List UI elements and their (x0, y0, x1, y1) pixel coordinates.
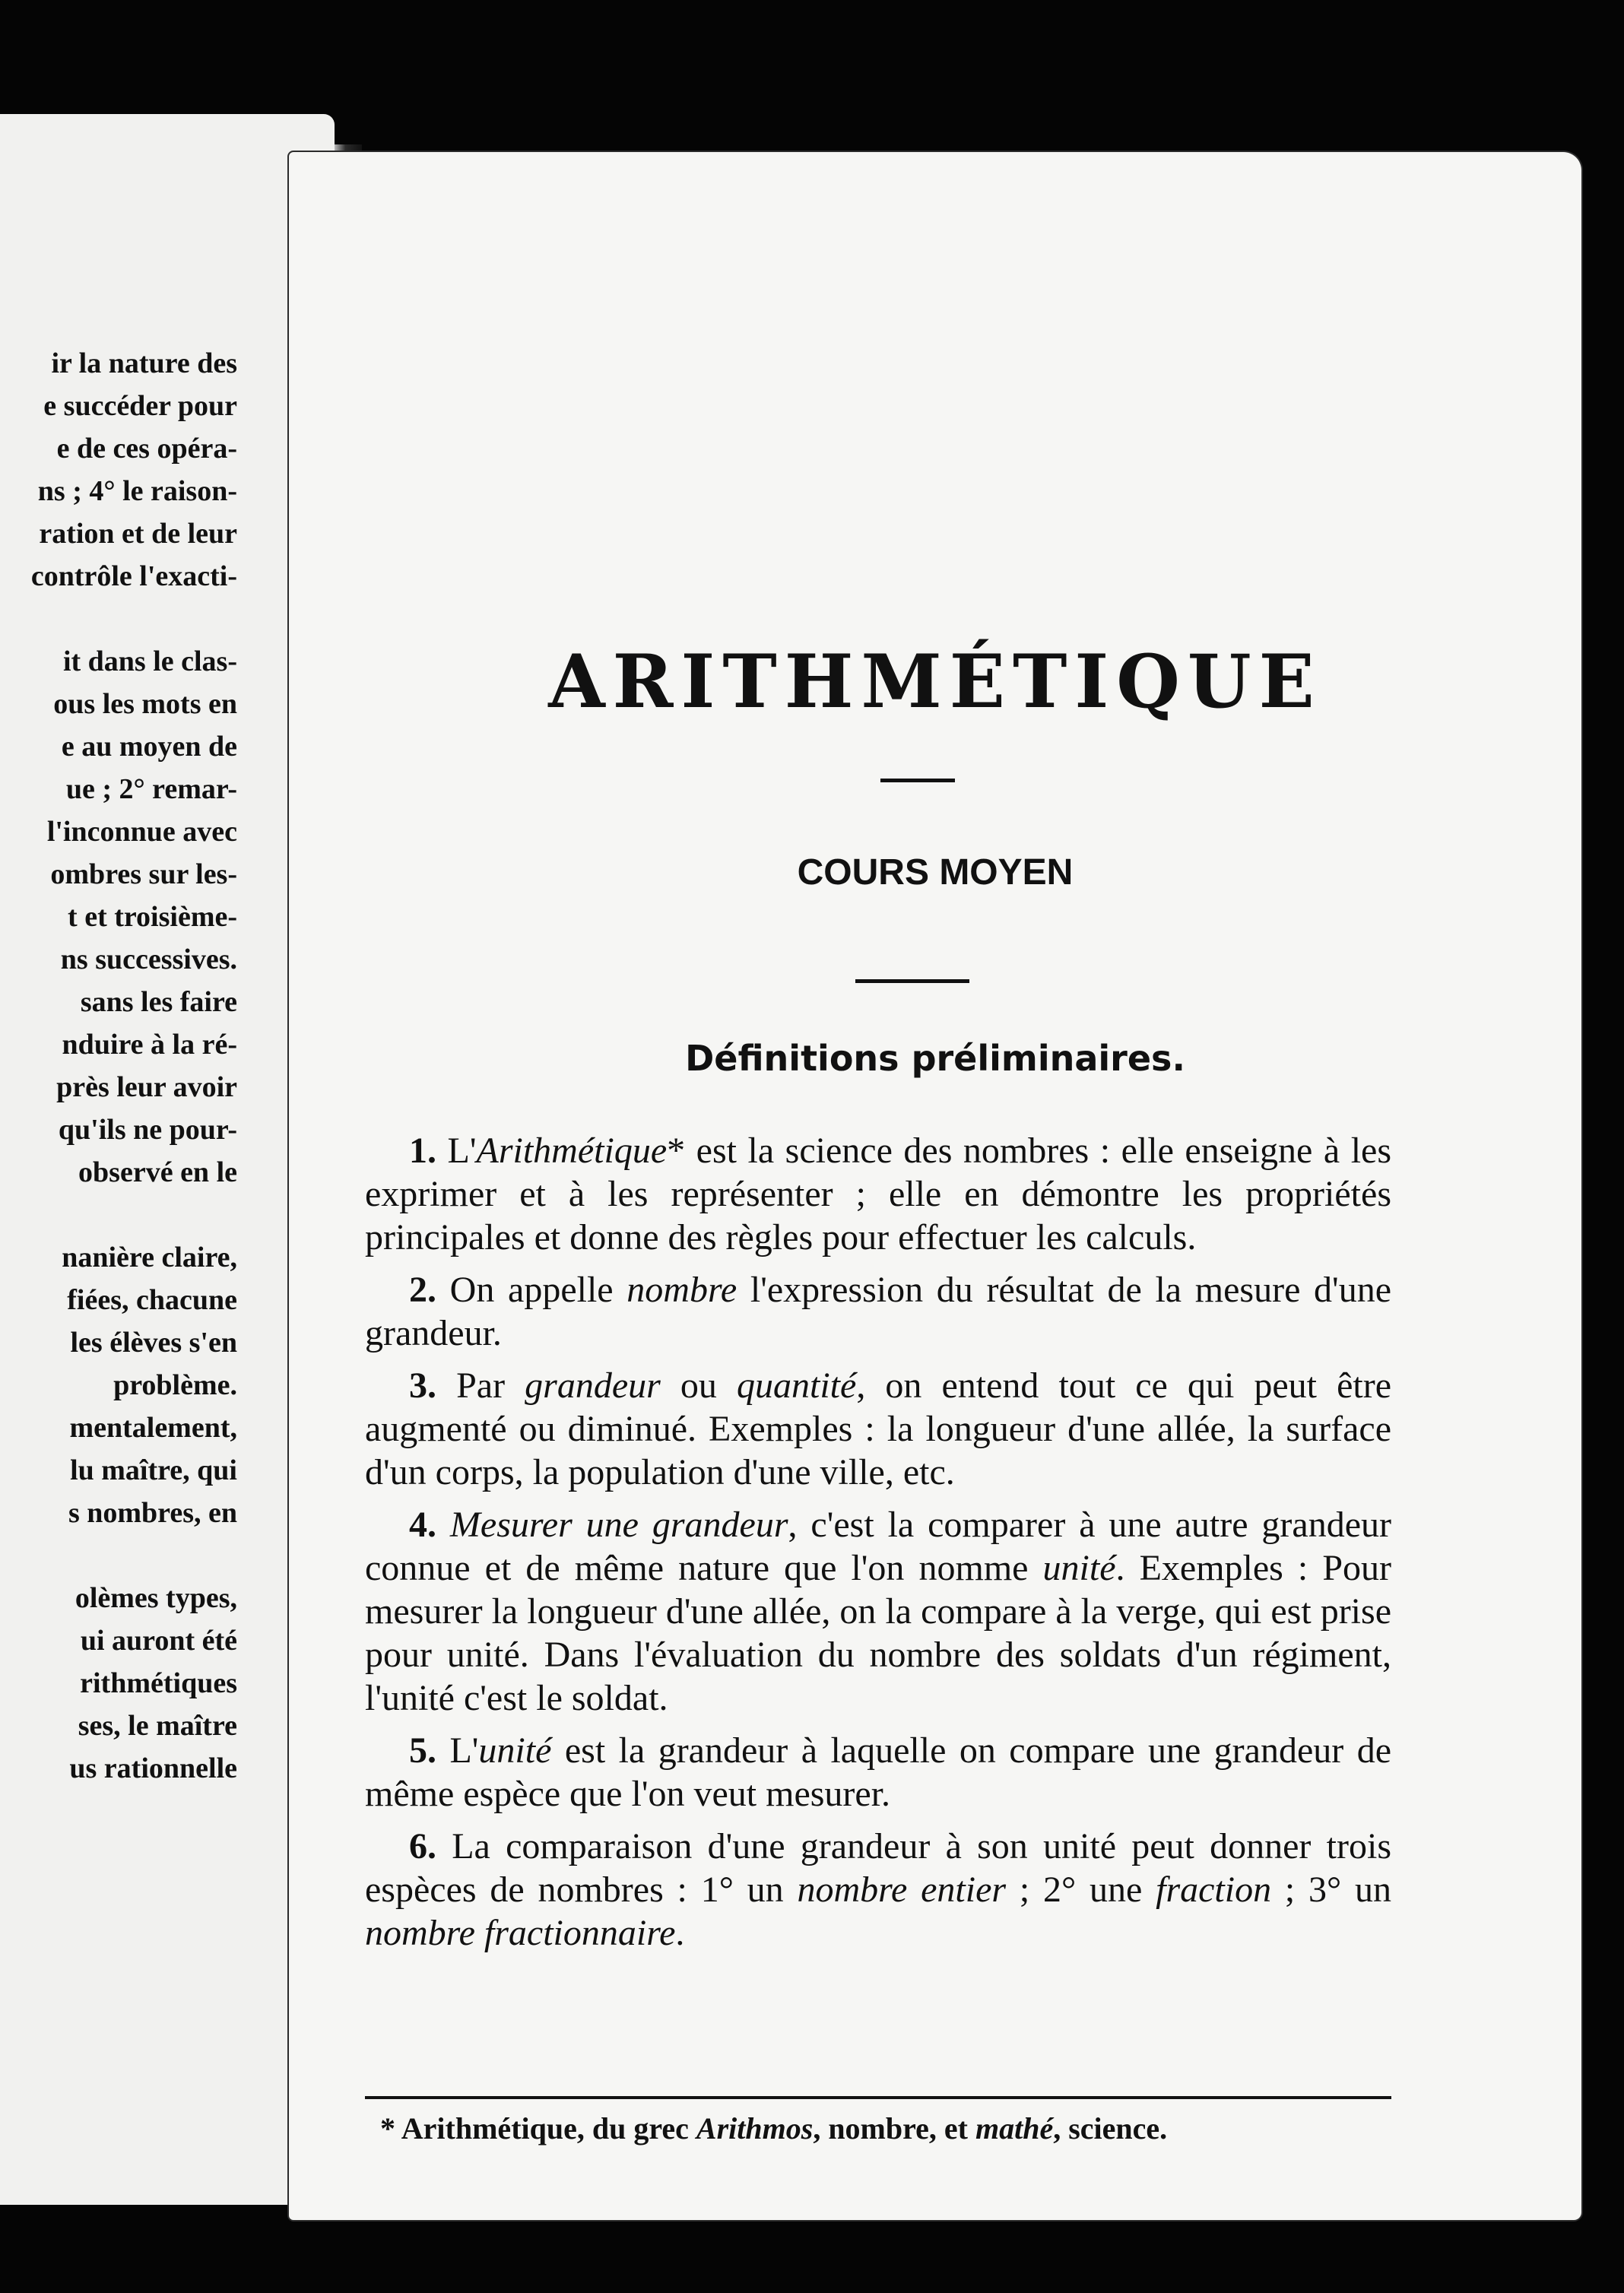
paragraph-text: est la grandeur à laquelle on compare une grandeur de même espèce que l'on veut mesurer. (365, 1730, 1392, 1814)
paragraph-text: L' (436, 1131, 477, 1171)
page-subtitle: COURS MOYEN (797, 852, 1074, 893)
definition-paragraph-6 (365, 1825, 1391, 1955)
left-page-line: olèmes types, (75, 1582, 237, 1614)
paragraph-text: On appelle (436, 1270, 627, 1310)
paragraph-number: 5. (409, 1730, 436, 1771)
paragraph-emphasis: unité (1042, 1548, 1116, 1588)
left-page-line: ns ; 4° le raison- (37, 475, 237, 507)
paragraph-number: 4. (409, 1505, 436, 1545)
left-page-line: nanière claire, (62, 1242, 237, 1273)
paragraph-text: , on entend tout ce qui peut être augmenté ou diminué. Exemples : la longueur d'une allée, la surface d'un corps, la population d'une ville, etc. (365, 1365, 1392, 1492)
left-page-line: nduire à la ré- (62, 1029, 237, 1061)
left-page-line: ue ; 2° remar- (65, 773, 237, 805)
paragraph-emphasis: nombre fractionnaire (365, 1913, 676, 1953)
paragraph-text: ; 2° une (1006, 1870, 1156, 1910)
paragraph-text: . (675, 1913, 685, 1953)
paragraph-emphasis: nombre (626, 1270, 737, 1310)
definition-paragraph-3 (365, 1364, 1391, 1494)
footnote-emphasis: mathé (975, 2111, 1054, 2146)
left-page-line: ses, le maître (78, 1710, 237, 1742)
subtitle-rule (855, 979, 969, 983)
paragraph-number: 3. (409, 1365, 436, 1406)
left-page-line: us rationnelle (69, 1752, 237, 1784)
footnote (380, 2107, 1399, 2150)
paragraph-number: 2. (409, 1270, 436, 1310)
paragraph-text: . Exemples : Pour mesurer la longueur d'une allée, on la compare à la verge, qui est prise pour unité. Dans l'évaluation du nombre des soldats d'un régiment, l'unité c'est le soldat. (365, 1548, 1391, 1718)
left-facing-page (0, 114, 335, 2205)
paragraph-emphasis: Mesurer une grandeur (449, 1505, 788, 1545)
left-page-line: e au moyen de (61, 731, 237, 763)
left-page-line: ir la nature des (51, 347, 237, 379)
left-page-line: e de ces opéra- (56, 433, 237, 465)
footnote-emphasis: Arithmos (696, 2111, 814, 2146)
paragraph-text: l'expression du résultat de la mesure d'une grandeur. (365, 1270, 1392, 1353)
left-page-line: ns successives. (60, 944, 237, 975)
left-page-line: mentalement, (69, 1412, 237, 1444)
left-page-line: s nombres, en (68, 1497, 237, 1529)
paragraph-text: ; 3° un (1271, 1870, 1392, 1910)
page-title: ARITHMÉTIQUE (548, 639, 1322, 725)
paragraph-emphasis: quantité (737, 1365, 857, 1406)
main-page (289, 152, 1581, 2220)
left-page-line: ombres sur les- (50, 858, 237, 890)
paragraph-text: Par (436, 1365, 525, 1406)
paragraph-text: ou (660, 1365, 737, 1406)
paragraph-emphasis: grandeur (525, 1365, 661, 1406)
footnote-rule (365, 2096, 1391, 2099)
left-page-line: observé en le (78, 1156, 237, 1188)
definitions-body (365, 1129, 1391, 1964)
title-rule (880, 779, 955, 782)
left-page-line: ous les mots en (53, 688, 237, 720)
section-heading: Définitions préliminaires. (685, 1038, 1185, 1079)
paragraph-text (436, 1505, 450, 1545)
footnote-text: , science. (1053, 2111, 1168, 2146)
left-page-line: près leur avoir (56, 1071, 237, 1103)
paragraph-number: 1. (409, 1131, 436, 1171)
left-page-line: les élèves s'en (70, 1327, 237, 1359)
footnote-text: , nombre, et (813, 2111, 975, 2146)
left-page-line: contrôle l'exacti- (30, 560, 237, 592)
left-page-line: rithmétiques (80, 1667, 237, 1699)
paragraph-emphasis: fraction (1156, 1870, 1272, 1910)
paragraph-text: * est la science des nombres : elle enseigne à les exprimer et à les représenter ; elle en démontre les propriétés principales et donne des règles pour effectuer les calculs. (365, 1131, 1392, 1258)
footnote-marker: * (380, 2111, 395, 2146)
left-page-line: lu maître, qui (70, 1454, 237, 1486)
left-page-line: qu'ils ne pour- (58, 1114, 237, 1146)
left-page-line: fiées, chacune (67, 1284, 237, 1316)
left-page-line: problème. (113, 1369, 237, 1401)
definition-paragraph-1 (365, 1129, 1391, 1259)
definition-paragraph-2 (365, 1268, 1391, 1355)
left-page-line: l'inconnue avec (46, 816, 237, 848)
paragraph-emphasis: nombre entier (797, 1870, 1007, 1910)
paragraph-text: L' (436, 1730, 479, 1771)
footnote-text: Arithmétique, du grec (395, 2111, 696, 2146)
paragraph-emphasis: unité (478, 1730, 552, 1771)
left-page-line: ration et de leur (39, 518, 237, 550)
left-page-line: it dans le clas- (62, 645, 237, 677)
paragraph-text: , c'est la comparer à une autre grandeur connue et de même nature que l'on nomme (365, 1505, 1392, 1588)
left-page-line: sans les faire (80, 986, 237, 1018)
paragraph-emphasis: Arithmétique (476, 1131, 668, 1171)
paragraph-text: La comparaison d'une grandeur à son unité peut donner trois espèces de nombres : 1° un (365, 1826, 1391, 1910)
left-page-line: e succéder pour (43, 390, 237, 422)
definition-paragraph-5 (365, 1729, 1391, 1816)
left-page-line: ui auront été (80, 1625, 237, 1657)
paragraph-number: 6. (409, 1826, 436, 1866)
left-page-line: t et troisième- (68, 901, 237, 933)
definition-paragraph-4 (365, 1503, 1391, 1720)
